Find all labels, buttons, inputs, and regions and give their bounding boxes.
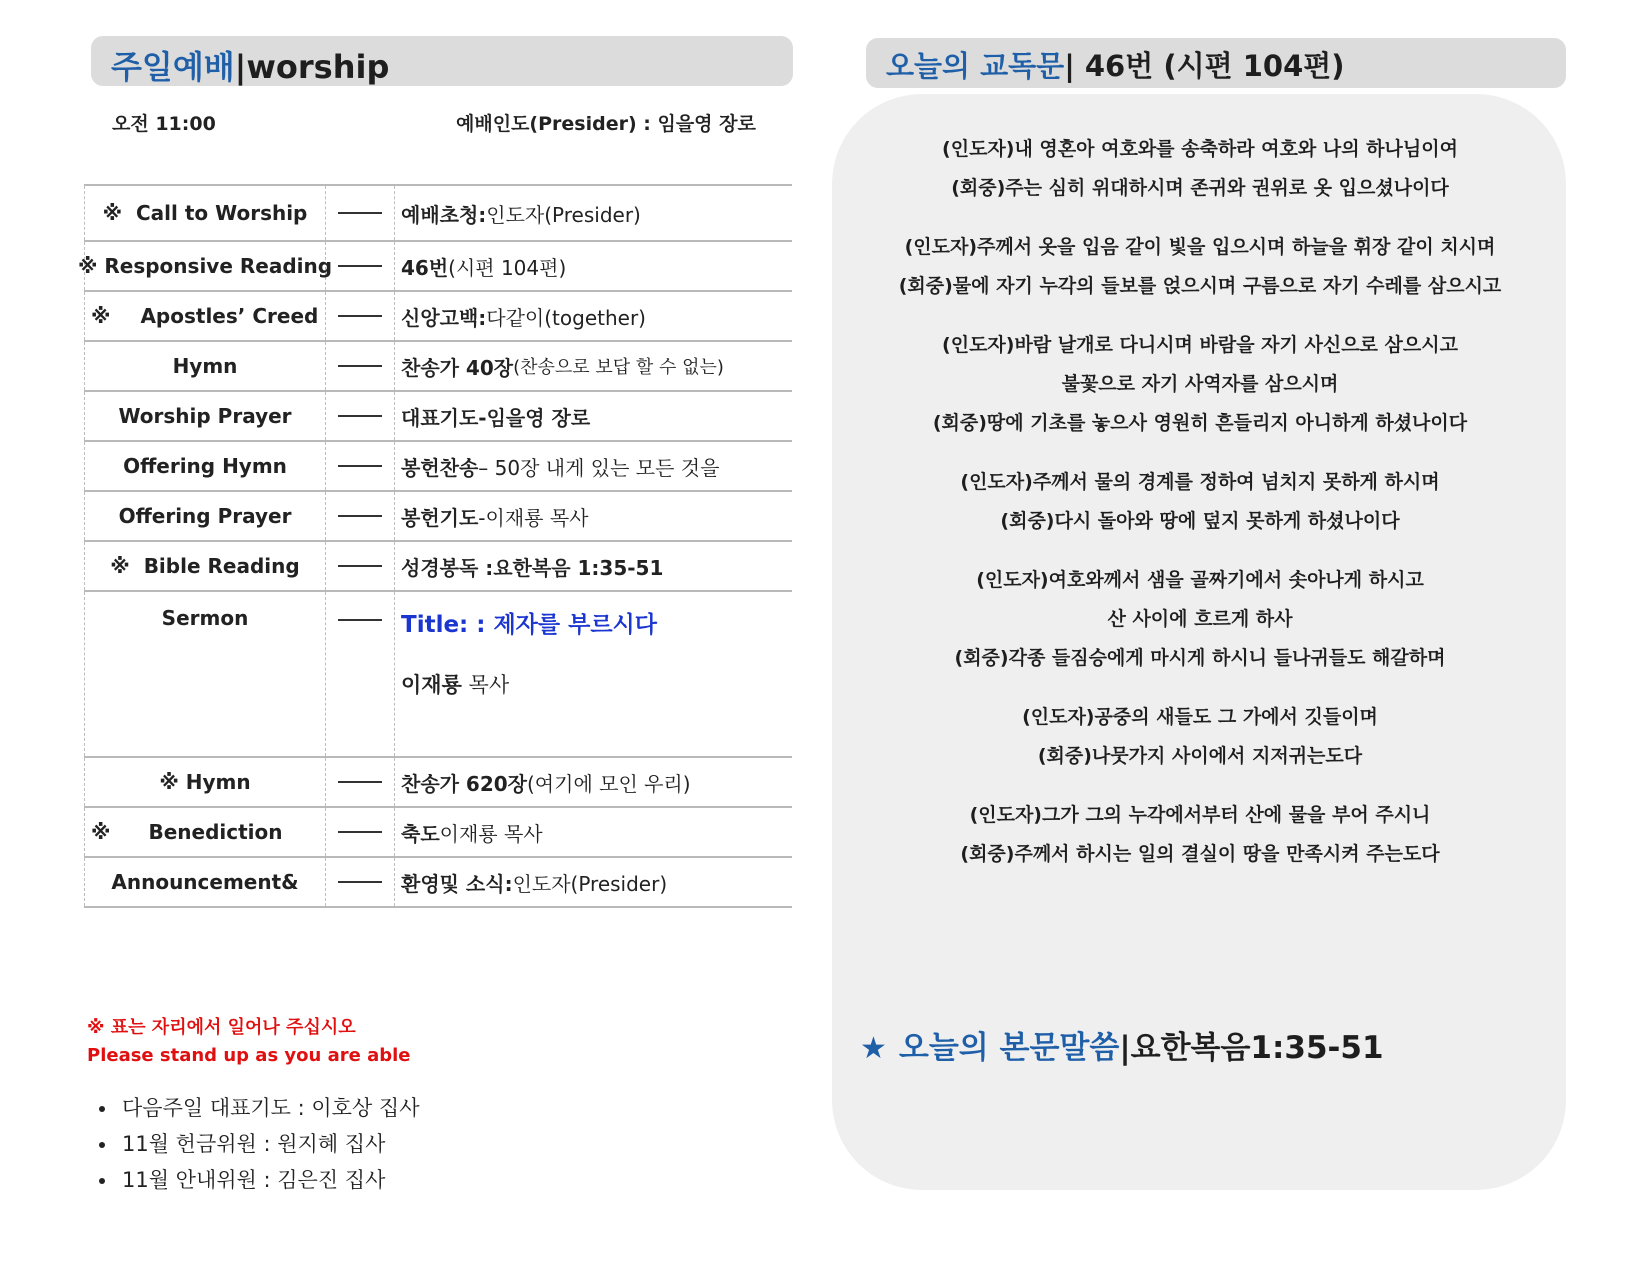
dash-divider — [338, 465, 382, 467]
text-label: (회중)땅에 기초를 놓으사 영원히 흔들리지 아니하게 하셨나이다 — [932, 412, 1468, 434]
item-name: Bible Reading — [143, 554, 300, 578]
text-label: (시편 104편) — [448, 255, 567, 280]
reading-stanza — [880, 796, 1520, 874]
dash-divider — [338, 619, 382, 621]
text-label: 이재룡 목사 — [439, 821, 543, 846]
reading-stanza — [880, 463, 1520, 541]
text-label: ※ 표는 자리에서 일어나 주십시오 — [87, 1017, 356, 1038]
reading-title — [886, 44, 1345, 85]
item-name: Benediction — [148, 820, 283, 844]
service-time: 오전 11:00 — [112, 113, 216, 135]
text-label: 다같이(together) — [486, 305, 646, 330]
reading-stanza — [880, 228, 1520, 306]
standing-notice — [87, 1014, 411, 1070]
text-label: -이재룡 목사 — [478, 505, 589, 530]
text-label: 봉헌기도 — [401, 505, 479, 530]
item-name: Worship Prayer — [118, 404, 292, 428]
text-label: | — [234, 48, 247, 86]
todays-scripture — [860, 1022, 1384, 1067]
text-label: (여기에 모인 우리) — [527, 771, 691, 796]
text-label: 46번 — [401, 255, 449, 280]
text-label: Please stand up as you are able — [87, 1045, 411, 1066]
text-label: (찬송으로 보답 할 수 없는) — [513, 357, 724, 378]
text-label: (인도자)주께서 옷을 입음 같이 빛을 입으시며 하늘을 휘장 같이 치시며 — [904, 236, 1496, 258]
table-row — [85, 857, 793, 907]
dash-divider — [338, 212, 382, 214]
star-icon: ★ — [860, 1031, 887, 1066]
text-label: ※ — [110, 554, 130, 578]
text-label: 오늘의 본문말씀 — [898, 1030, 1120, 1066]
responsive-reading-text — [880, 130, 1520, 894]
text-label: 목사 — [461, 673, 510, 697]
sermon-pastor — [401, 669, 792, 699]
text-label: 성경봉독 :요한복음 1:35-51 — [401, 555, 664, 580]
text-label: |요한복음1:35-51 — [1119, 1030, 1384, 1066]
table-row — [85, 807, 793, 857]
announcement-list — [84, 1090, 420, 1198]
item-name: Sermon — [161, 606, 249, 630]
dash-divider — [338, 315, 382, 317]
sermon-title: Title: : 제자를 부르시다 — [401, 612, 657, 638]
text-label: (인도자)공중의 새들도 그 가에서 깃들이며 — [1022, 706, 1378, 728]
text-label: (회중)각종 들짐승에게 마시게 하시니 들나귀들도 해갈하며 — [954, 647, 1446, 669]
item-name: Offering Hymn — [123, 454, 287, 478]
presider-info: 예배인도(Presider) : 임을영 장로 — [456, 113, 756, 135]
dash-divider — [338, 881, 382, 883]
text-label: | 46번 (시편 104편) — [1064, 49, 1345, 83]
table-row-sermon — [85, 591, 793, 757]
item-name: Announcement& — [111, 870, 299, 894]
text-label: 이재룡 — [401, 673, 462, 697]
text-label: 찬송가 40장 — [401, 355, 514, 380]
text-label: ※ — [159, 770, 179, 794]
table-row — [85, 757, 793, 807]
dash-divider — [338, 831, 382, 833]
text-label: 인도자(Presider) — [486, 202, 641, 227]
dash-divider — [338, 365, 382, 367]
text-label: (회중)주께서 하시는 일의 결실이 땅을 만족시켜 주는도다 — [960, 843, 1440, 865]
text-label: 인도자(Presider) — [512, 871, 668, 896]
text-label: (회중)주는 심히 위대하시며 존귀와 권위로 옷 입으셨나이다 — [951, 177, 1449, 199]
text-label: (회중)다시 돌아와 땅에 덮지 못하게 하셨나이다 — [1000, 510, 1400, 532]
reading-stanza — [880, 561, 1520, 678]
item-name: Offering Prayer — [118, 504, 292, 528]
item-name: Apostles’ Creed — [140, 304, 319, 328]
text-label: 봉헌찬송 — [401, 455, 479, 480]
text-label: ※ — [77, 254, 98, 278]
text-label: 환영및 소식: — [401, 871, 513, 896]
dash-divider — [338, 565, 382, 567]
text-label: 불꽃으로 자기 사역자를 삼으시며 — [1061, 373, 1339, 395]
dash-divider — [338, 781, 382, 783]
reading-header — [866, 38, 1566, 88]
dash-divider — [338, 515, 382, 517]
reading-stanza — [880, 698, 1520, 776]
text-label: (인도자)바람 날개로 다니시며 바람을 자기 사신으로 삼으시고 — [942, 334, 1458, 356]
text-label: (인도자)그가 그의 누각에서부터 산에 물을 부어 주시니 — [969, 804, 1431, 826]
table-row — [85, 541, 793, 591]
reading-stanza — [880, 326, 1520, 443]
worship-header — [91, 36, 793, 86]
text-label: 대표기도-임을영 장로 — [401, 405, 591, 430]
text-label: 산 사이에 흐르게 하사 — [1107, 608, 1293, 630]
order-of-worship-table — [77, 184, 792, 908]
table-row — [85, 241, 793, 291]
text-label: ※ — [102, 201, 123, 225]
worship-title — [111, 42, 389, 88]
table-row — [85, 441, 793, 491]
text-label: 신앙고백: — [401, 305, 487, 330]
text-label: 축도 — [401, 821, 440, 846]
dash-divider — [338, 415, 382, 417]
text-label: (인도자)내 영혼아 여호와를 송축하라 여호와 나의 하나님이여 — [942, 138, 1458, 160]
list-item: • 다음주일 대표기도 : 이호상 집사 — [118, 1090, 420, 1126]
item-name: Call to Worship — [136, 201, 308, 225]
table-row — [85, 491, 793, 541]
list-item: • 11월 헌금위원 : 원지혜 집사 — [118, 1126, 420, 1162]
text-label: ※ — [91, 820, 111, 844]
text-label: (회중)물에 자기 누각의 들보를 얹으시며 구름으로 자기 수레를 삼으시고 — [898, 275, 1502, 297]
text-label: (인도자)주께서 물의 경계를 정하여 넘치지 못하게 하시며 — [960, 471, 1440, 493]
text-label: ※ — [91, 304, 111, 328]
text-label: worship — [246, 48, 390, 86]
item-name: Hymn — [172, 354, 238, 378]
item-name: Hymn — [185, 770, 251, 794]
table-row — [85, 185, 793, 241]
text-label: 예배초청: — [401, 202, 487, 227]
reading-stanza — [880, 130, 1520, 208]
text-label: 주일예배 — [111, 48, 235, 86]
text-label: (회중)나뭇가지 사이에서 지저귀는도다 — [1037, 745, 1363, 767]
item-name: Responsive Reading — [104, 254, 333, 278]
list-item: • 11월 안내위원 : 김은진 집사 — [118, 1162, 420, 1198]
table-row — [85, 341, 793, 391]
table-row — [85, 291, 793, 341]
table-row — [85, 391, 793, 441]
text-label: – 50장 내게 있는 모든 것을 — [478, 455, 720, 480]
dash-divider — [338, 265, 382, 267]
text-label: (인도자)여호와께서 샘을 골짜기에서 솟아나게 하시고 — [976, 569, 1424, 591]
text-label: 찬송가 620장 — [401, 771, 527, 796]
text-label: 오늘의 교독문 — [886, 49, 1065, 83]
